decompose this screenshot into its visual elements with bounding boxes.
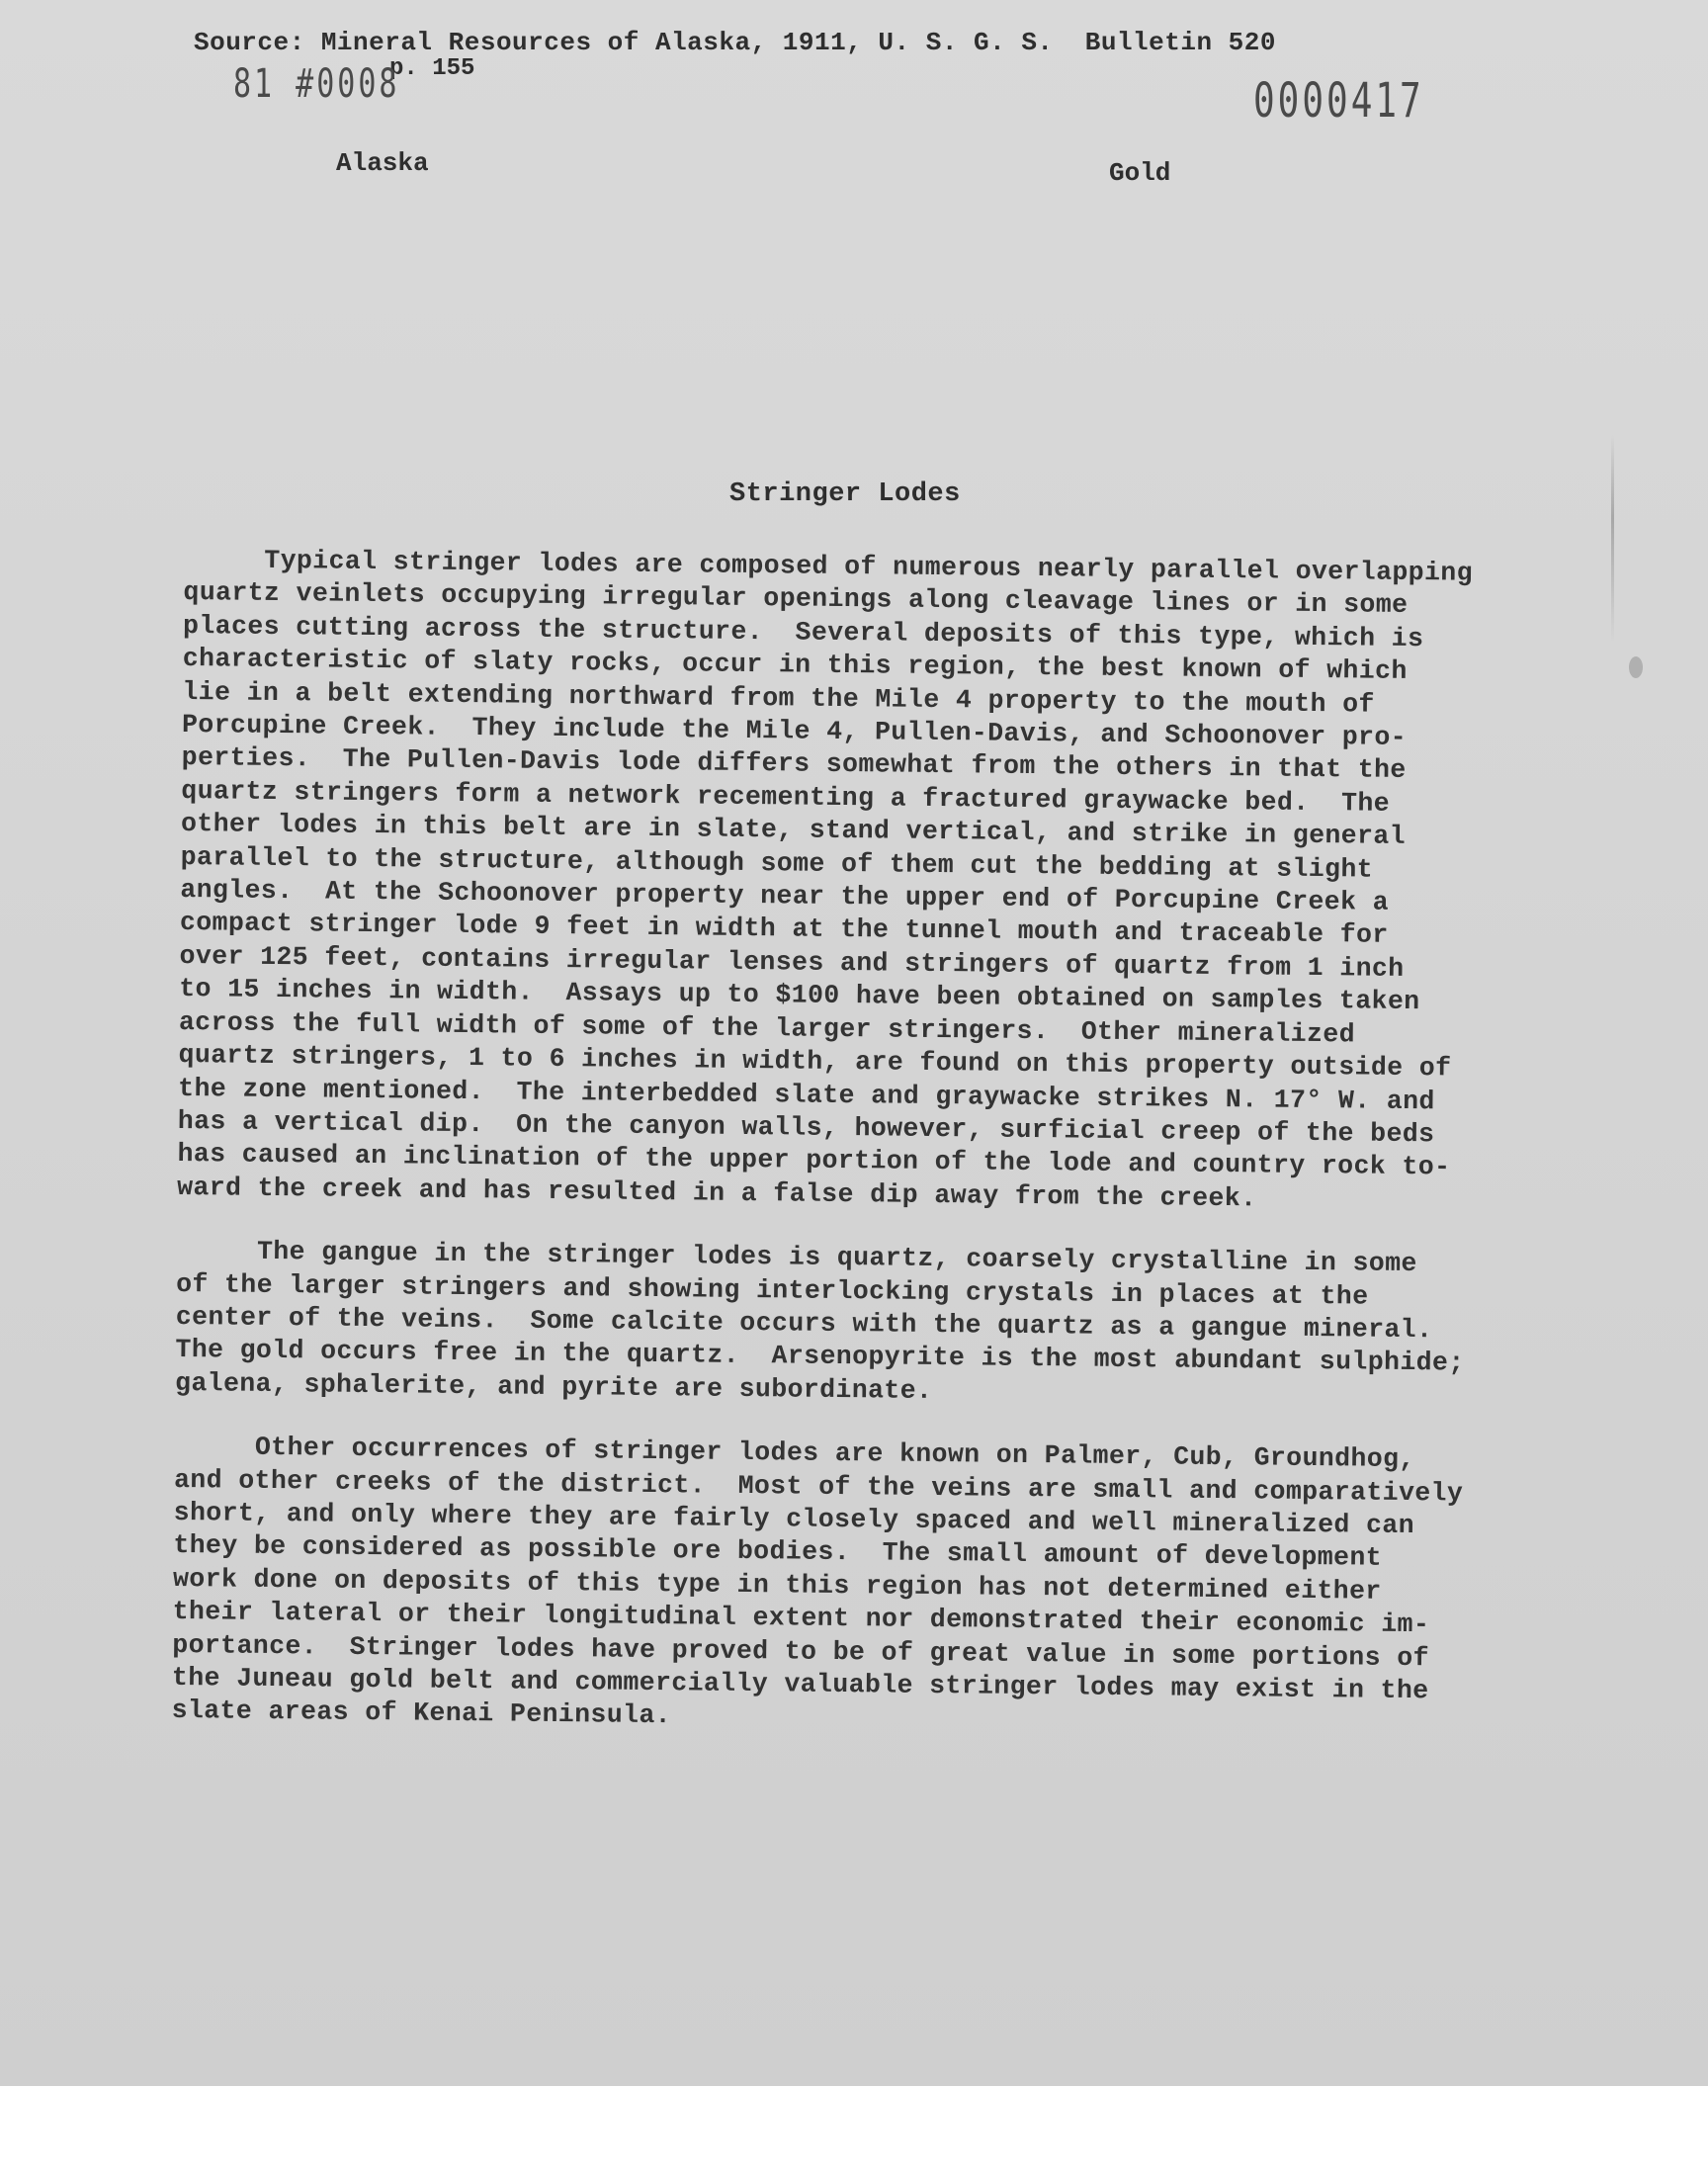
text-line: perties. The Pullen-Davis lode differs somewhat from the others in that the [181, 742, 1407, 786]
text-line: quartz stringers, 1 to 6 inches in width, are found on this property outside of [178, 1040, 1452, 1084]
stamp-number-left: 81 #0008 [233, 61, 400, 107]
paragraph-3 [171, 1431, 1538, 1742]
text-line: of the larger stringers and showing interlocking crystals in places at the [176, 1268, 1369, 1312]
text-line: the Juneau gold belt and commercially valuable stringer lodes may exist in the [171, 1662, 1429, 1706]
text-line: work done on deposits of this type in this region has not determined either [172, 1563, 1382, 1607]
text-line: The gangue in the stringer lodes is quartz, coarsely crystalline in some [176, 1236, 1417, 1279]
text-line: short, and only where they are fairly closely spaced and well mineralized can [173, 1497, 1415, 1541]
text-line: they be considered as possible ore bodies. The small amount of development [173, 1530, 1383, 1574]
state-label: Alaska [336, 148, 429, 178]
stamp-number-right: 0000417 [1253, 73, 1424, 129]
text-line: compact stringer lode 9 feet in width at the tunnel mouth and traceable for [179, 908, 1389, 951]
paragraph-1 [177, 544, 1548, 1219]
text-line: The gold occurs free in the quartz. Arsenopyrite is the most abundant sulphide; [175, 1335, 1465, 1378]
paragraph-2 [175, 1235, 1541, 1414]
scan-border [0, 2086, 1708, 2175]
text-line: over 125 feet, contains irregular lenses and stringers of quartz from 1 inch [179, 940, 1405, 984]
text-line: angles. At the Schoonover property near the upper end of Porcupine Creek a [180, 875, 1390, 917]
text-line: Other occurrences of stringer lodes are known on Palmer, Cub, Groundhog, [174, 1432, 1415, 1475]
body-text [171, 544, 1548, 1773]
text-line: the zone mentioned. The interbedded slate and graywacke strikes N. 17° W. and [178, 1073, 1435, 1116]
text-line: center of the veins. Some calcite occurs with the quartz as a gangue mineral. [175, 1301, 1433, 1346]
margin-fold-mark [1611, 435, 1614, 643]
text-line: has caused an inclination of the upper portion of the lode and country rock to- [177, 1139, 1451, 1182]
text-line: places cutting across the structure. Several deposits of this type, which is [182, 610, 1424, 653]
text-line: quartz veinlets occupying irregular openings along cleavage lines or in some [183, 577, 1409, 621]
text-line: and other creeks of the district. Most of the veins are small and comparatively [173, 1464, 1464, 1509]
page-reference: p. 155 [389, 55, 475, 82]
text-line: portance. Stringer lodes have proved to be of great value in some portions of [172, 1629, 1430, 1673]
text-line: characteristic of slaty rocks, occur in this region, the best known of which [182, 644, 1408, 687]
source-line: Source: Mineral Resources of Alaska, 1911, U. S. G. S. Bulletin 520 [194, 28, 1276, 57]
text-line: quartz stringers form a network recementing a fractured graywacke bed. The [181, 775, 1391, 819]
text-line: to 15 inches in width. Assays up to $100 have been obtained on samples taken [179, 974, 1420, 1017]
text-line: their lateral or their longitudinal extent nor demonstrated their economic im- [172, 1597, 1430, 1640]
text-line: has a vertical dip. On the canyon walls, however, surficial creep of the beds [177, 1105, 1435, 1150]
text-line: other lodes in this belt are in slate, stand vertical, and strike in general [180, 809, 1407, 852]
text-line: Porcupine Creek. They include the Mile 4, Pullen-Davis, and Schoonover pro- [181, 710, 1408, 752]
text-line: across the full width of some of the larger stringers. Other mineralized [178, 1006, 1356, 1050]
commodity-label: Gold [1109, 158, 1171, 188]
text-line: lie in a belt extending northward from the Mile 4 property to the mouth of [182, 676, 1375, 720]
text-line: Typical stringer lodes are composed of numerous nearly parallel overlapping [183, 544, 1474, 588]
text-line: parallel to the structure, although some of them cut the bedding at slight [180, 841, 1374, 885]
text-line: galena, sphalerite, and pyrite are subordinate. [174, 1367, 933, 1406]
paper-speck [1629, 656, 1643, 678]
document-title: Stringer Lodes [729, 479, 961, 509]
text-line: slate areas of Kenai Peninsula. [171, 1696, 672, 1731]
text-line: ward the creek and has resulted in a false dip away from the creek. [177, 1172, 1257, 1214]
